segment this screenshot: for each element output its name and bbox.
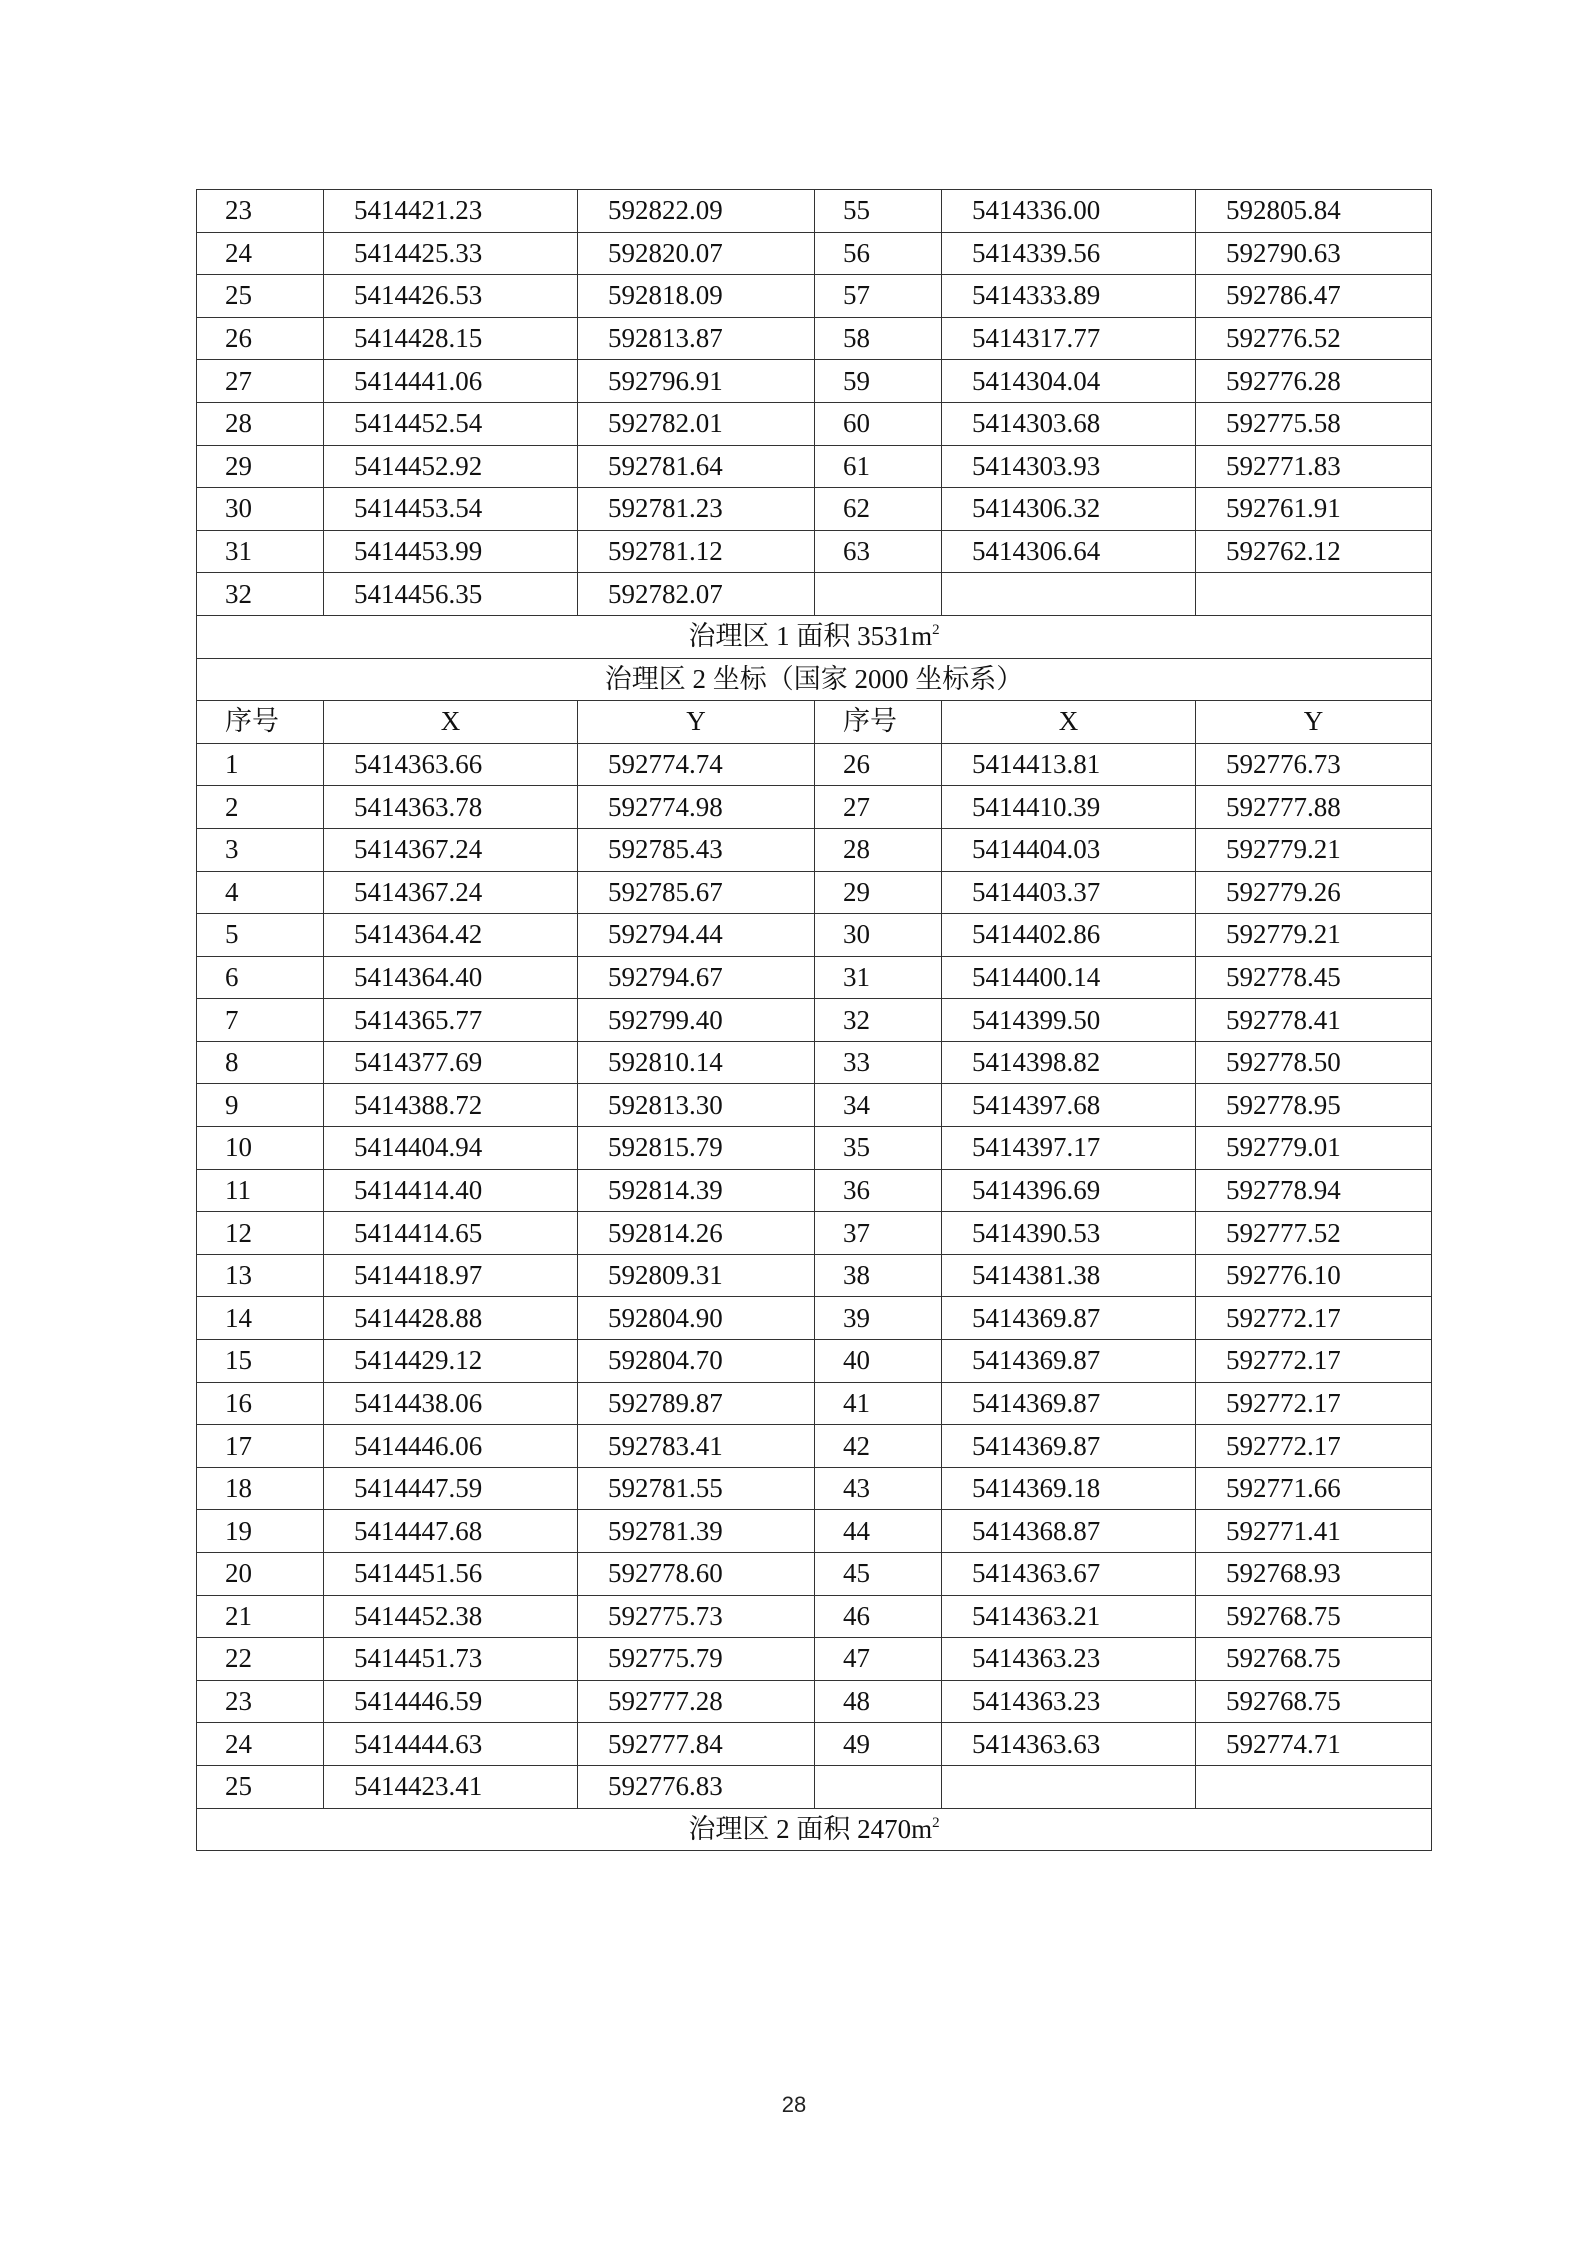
cell-seq-left: 32	[197, 573, 324, 616]
cell-seq-left: 30	[197, 488, 324, 531]
cell-y-right: 592777.52	[1196, 1212, 1432, 1255]
cell-x-right: 5414396.69	[942, 1169, 1196, 1212]
table-row	[197, 402, 1432, 445]
cell-y-left: 592781.12	[578, 530, 815, 573]
cell-x-left: 5414404.94	[324, 1127, 578, 1170]
header-y-left: Y	[578, 701, 815, 744]
zone2-header-row	[197, 701, 1432, 744]
cell-x-left: 5414452.54	[324, 402, 578, 445]
table-row	[197, 488, 1432, 531]
cell-x-left: 5414377.69	[324, 1041, 578, 1084]
cell-seq-left: 29	[197, 445, 324, 488]
cell-y-right: 592776.52	[1196, 317, 1432, 360]
cell-seq-right: 57	[815, 275, 942, 318]
table-row	[197, 1595, 1432, 1638]
cell-seq-right: 44	[815, 1510, 942, 1553]
cell-x-right: 5414363.23	[942, 1680, 1196, 1723]
cell-y-right: 592768.75	[1196, 1680, 1432, 1723]
zone2-area-superscript: 2	[932, 1814, 940, 1831]
cell-x-left: 5414447.59	[324, 1467, 578, 1510]
cell-x-left: 5414428.88	[324, 1297, 578, 1340]
cell-seq-left: 24	[197, 232, 324, 275]
zone2-area-row	[197, 1808, 1432, 1851]
table-row	[197, 530, 1432, 573]
cell-seq-right: 41	[815, 1382, 942, 1425]
cell-seq-right: 38	[815, 1254, 942, 1297]
cell-y-left: 592776.83	[578, 1765, 815, 1808]
cell-seq-right: 43	[815, 1467, 942, 1510]
cell-y-left: 592777.28	[578, 1680, 815, 1723]
cell-x-right: 5414369.87	[942, 1340, 1196, 1383]
cell-y-left: 592778.60	[578, 1553, 815, 1596]
cell-x-right: 5414333.89	[942, 275, 1196, 318]
cell-y-left: 592814.26	[578, 1212, 815, 1255]
cell-y-left: 592774.74	[578, 743, 815, 786]
cell-x-right: 5414363.21	[942, 1595, 1196, 1638]
zone2-area-label: 治理区 2 面积 2470m	[688, 1813, 933, 1844]
cell-y-right: 592777.88	[1196, 786, 1432, 829]
cell-y-right: 592779.01	[1196, 1127, 1432, 1170]
cell-seq-right: 27	[815, 786, 942, 829]
cell-y-right: 592778.45	[1196, 956, 1432, 999]
table-row	[197, 232, 1432, 275]
cell-y-right: 592805.84	[1196, 190, 1432, 233]
cell-seq-left: 25	[197, 275, 324, 318]
cell-y-left: 592822.09	[578, 190, 815, 233]
cell-y-right: 592790.63	[1196, 232, 1432, 275]
cell-y-left: 592794.44	[578, 914, 815, 957]
cell-seq-left: 23	[197, 1680, 324, 1723]
zone1-summary	[197, 615, 1432, 743]
cell-y-left: 592799.40	[578, 999, 815, 1042]
cell-seq-right: 61	[815, 445, 942, 488]
cell-y-right: 592771.83	[1196, 445, 1432, 488]
cell-x-left: 5414363.78	[324, 786, 578, 829]
cell-y-left: 592809.31	[578, 1254, 815, 1297]
cell-y-right: 592778.94	[1196, 1169, 1432, 1212]
cell-x-left: 5414452.38	[324, 1595, 578, 1638]
cell-seq-left: 11	[197, 1169, 324, 1212]
cell-seq-left: 31	[197, 530, 324, 573]
cell-y-right: 592778.50	[1196, 1041, 1432, 1084]
cell-y-left: 592781.39	[578, 1510, 815, 1553]
cell-x-left: 5414441.06	[324, 360, 578, 403]
zone2-title: 治理区 2 坐标（国家 2000 坐标系）	[197, 658, 1432, 701]
cell-y-left: 592781.23	[578, 488, 815, 531]
cell-x-right: 5414399.50	[942, 999, 1196, 1042]
cell-seq-right: 31	[815, 956, 942, 999]
table-row	[197, 317, 1432, 360]
cell-seq-right: 58	[815, 317, 942, 360]
cell-y-left: 592781.55	[578, 1467, 815, 1510]
cell-y-left: 592775.73	[578, 1595, 815, 1638]
cell-x-right: 5414363.63	[942, 1723, 1196, 1766]
cell-seq-right: 33	[815, 1041, 942, 1084]
table-row	[197, 1169, 1432, 1212]
table-row	[197, 1765, 1432, 1808]
cell-seq-right: 29	[815, 871, 942, 914]
cell-x-left: 5414421.23	[324, 190, 578, 233]
table-row	[197, 914, 1432, 957]
table-row	[197, 743, 1432, 786]
cell-x-right: 5414402.86	[942, 914, 1196, 957]
cell-seq-right: 28	[815, 828, 942, 871]
cell-y-left: 592810.14	[578, 1041, 815, 1084]
cell-y-left: 592782.07	[578, 573, 815, 616]
cell-x-right: 5414381.38	[942, 1254, 1196, 1297]
cell-x-left: 5414446.59	[324, 1680, 578, 1723]
cell-x-right: 5414303.68	[942, 402, 1196, 445]
cell-x-right: 5414413.81	[942, 743, 1196, 786]
cell-y-left: 592783.41	[578, 1425, 815, 1468]
cell-x-left: 5414367.24	[324, 871, 578, 914]
cell-seq-left: 3	[197, 828, 324, 871]
cell-y-right: 592778.95	[1196, 1084, 1432, 1127]
table-row	[197, 1084, 1432, 1127]
cell-seq-left: 20	[197, 1553, 324, 1596]
cell-y-left: 592814.39	[578, 1169, 815, 1212]
table-row	[197, 1723, 1432, 1766]
cell-seq-right: 45	[815, 1553, 942, 1596]
cell-seq-left: 23	[197, 190, 324, 233]
cell-y-right: 592786.47	[1196, 275, 1432, 318]
cell-x-left: 5414451.73	[324, 1638, 578, 1681]
cell-x-left: 5414456.35	[324, 573, 578, 616]
zone2-area-cell	[197, 1808, 1432, 1851]
cell-x-right: 5414400.14	[942, 956, 1196, 999]
table-row	[197, 1425, 1432, 1468]
cell-x-right: 5414369.87	[942, 1425, 1196, 1468]
zone2-title-row	[197, 658, 1432, 701]
cell-x-right: 5414368.87	[942, 1510, 1196, 1553]
cell-y-left: 592785.43	[578, 828, 815, 871]
header-x-left: X	[324, 701, 578, 744]
cell-y-left: 592813.87	[578, 317, 815, 360]
cell-x-left: 5414363.66	[324, 743, 578, 786]
cell-seq-right: 63	[815, 530, 942, 573]
header-seq-right: 序号	[815, 701, 942, 744]
cell-x-left: 5414425.33	[324, 232, 578, 275]
cell-y-left: 592815.79	[578, 1127, 815, 1170]
cell-y-left: 592818.09	[578, 275, 815, 318]
cell-x-right: 5414363.23	[942, 1638, 1196, 1681]
cell-seq-right: 35	[815, 1127, 942, 1170]
table-row	[197, 573, 1432, 616]
cell-x-right: 5414403.37	[942, 871, 1196, 914]
cell-seq-left: 18	[197, 1467, 324, 1510]
table-row	[197, 1467, 1432, 1510]
cell-y-left: 592777.84	[578, 1723, 815, 1766]
cell-x-left: 5414414.65	[324, 1212, 578, 1255]
table-row	[197, 1254, 1432, 1297]
cell-seq-right: 47	[815, 1638, 942, 1681]
cell-x-left: 5414388.72	[324, 1084, 578, 1127]
coordinate-table	[196, 189, 1432, 1851]
cell-x-right: 5414369.18	[942, 1467, 1196, 1510]
cell-y-left: 592794.67	[578, 956, 815, 999]
cell-y-left: 592785.67	[578, 871, 815, 914]
cell-seq-left: 24	[197, 1723, 324, 1766]
zone1-area-row	[197, 615, 1432, 658]
table-row	[197, 1680, 1432, 1723]
cell-seq-right: 36	[815, 1169, 942, 1212]
table-row	[197, 1510, 1432, 1553]
cell-seq-right	[815, 1765, 942, 1808]
cell-x-left: 5414453.54	[324, 488, 578, 531]
cell-x-left: 5414446.06	[324, 1425, 578, 1468]
table-row	[197, 190, 1432, 233]
cell-y-right: 592772.17	[1196, 1425, 1432, 1468]
cell-seq-right: 46	[815, 1595, 942, 1638]
table-row	[197, 956, 1432, 999]
cell-y-right: 592779.21	[1196, 828, 1432, 871]
cell-y-right: 592774.71	[1196, 1723, 1432, 1766]
cell-y-left: 592782.01	[578, 402, 815, 445]
table-row	[197, 1297, 1432, 1340]
cell-y-right: 592776.28	[1196, 360, 1432, 403]
cell-y-right: 592768.93	[1196, 1553, 1432, 1596]
cell-seq-right: 32	[815, 999, 942, 1042]
cell-x-left: 5414444.63	[324, 1723, 578, 1766]
cell-x-right: 5414306.32	[942, 488, 1196, 531]
zone2-summary	[197, 1808, 1432, 1851]
cell-seq-left: 2	[197, 786, 324, 829]
cell-seq-left: 27	[197, 360, 324, 403]
cell-x-right: 5414397.68	[942, 1084, 1196, 1127]
cell-x-left: 5414418.97	[324, 1254, 578, 1297]
cell-seq-right: 39	[815, 1297, 942, 1340]
cell-seq-left: 7	[197, 999, 324, 1042]
cell-seq-right: 55	[815, 190, 942, 233]
cell-seq-right: 30	[815, 914, 942, 957]
table-row	[197, 1553, 1432, 1596]
cell-y-right: 592762.12	[1196, 530, 1432, 573]
cell-x-right: 5414306.64	[942, 530, 1196, 573]
table-row	[197, 1638, 1432, 1681]
cell-seq-right: 40	[815, 1340, 942, 1383]
cell-seq-left: 21	[197, 1595, 324, 1638]
cell-y-right: 592775.58	[1196, 402, 1432, 445]
cell-seq-left: 1	[197, 743, 324, 786]
cell-x-right: 5414390.53	[942, 1212, 1196, 1255]
zone1-area-cell	[197, 615, 1432, 658]
cell-y-left: 592781.64	[578, 445, 815, 488]
page-number: 28	[781, 2092, 807, 2117]
table-row	[197, 828, 1432, 871]
cell-seq-left: 14	[197, 1297, 324, 1340]
cell-x-right: 5414336.00	[942, 190, 1196, 233]
cell-y-right	[1196, 1765, 1432, 1808]
cell-seq-left: 5	[197, 914, 324, 957]
cell-seq-left: 13	[197, 1254, 324, 1297]
cell-y-left: 592796.91	[578, 360, 815, 403]
header-y-right: Y	[1196, 701, 1432, 744]
cell-x-right: 5414304.04	[942, 360, 1196, 403]
cell-x-right: 5414410.39	[942, 786, 1196, 829]
table-row	[197, 999, 1432, 1042]
table-row	[197, 1212, 1432, 1255]
cell-seq-right: 56	[815, 232, 942, 275]
cell-y-right	[1196, 573, 1432, 616]
header-x-right: X	[942, 701, 1196, 744]
cell-y-right: 592761.91	[1196, 488, 1432, 531]
cell-x-left: 5414438.06	[324, 1382, 578, 1425]
cell-y-left: 592804.90	[578, 1297, 815, 1340]
cell-x-left: 5414414.40	[324, 1169, 578, 1212]
cell-y-right: 592779.21	[1196, 914, 1432, 957]
cell-x-left: 5414426.53	[324, 275, 578, 318]
cell-seq-left: 15	[197, 1340, 324, 1383]
zone1-area-superscript: 2	[932, 622, 940, 639]
cell-y-right: 592768.75	[1196, 1638, 1432, 1681]
cell-y-left: 592820.07	[578, 232, 815, 275]
cell-seq-right: 37	[815, 1212, 942, 1255]
table-row	[197, 1127, 1432, 1170]
cell-x-left: 5414365.77	[324, 999, 578, 1042]
cell-y-right: 592779.26	[1196, 871, 1432, 914]
cell-seq-right: 60	[815, 402, 942, 445]
table-row	[197, 786, 1432, 829]
cell-seq-left: 9	[197, 1084, 324, 1127]
cell-x-right	[942, 1765, 1196, 1808]
cell-seq-right	[815, 573, 942, 616]
cell-seq-left: 12	[197, 1212, 324, 1255]
cell-x-left: 5414367.24	[324, 828, 578, 871]
cell-x-left: 5414428.15	[324, 317, 578, 360]
cell-x-left: 5414364.40	[324, 956, 578, 999]
cell-y-left: 592789.87	[578, 1382, 815, 1425]
table-row	[197, 1340, 1432, 1383]
cell-seq-right: 26	[815, 743, 942, 786]
cell-x-right: 5414369.87	[942, 1382, 1196, 1425]
cell-y-right: 592772.17	[1196, 1297, 1432, 1340]
cell-x-left: 5414451.56	[324, 1553, 578, 1596]
cell-x-right: 5414303.93	[942, 445, 1196, 488]
cell-y-left: 592804.70	[578, 1340, 815, 1383]
table-row	[197, 1382, 1432, 1425]
cell-seq-left: 19	[197, 1510, 324, 1553]
cell-y-right: 592771.66	[1196, 1467, 1432, 1510]
cell-seq-right: 59	[815, 360, 942, 403]
cell-y-right: 592776.10	[1196, 1254, 1432, 1297]
cell-y-left: 592775.79	[578, 1638, 815, 1681]
zone2-rows	[197, 743, 1432, 1808]
cell-seq-left: 26	[197, 317, 324, 360]
cell-seq-left: 22	[197, 1638, 324, 1681]
cell-y-left: 592774.98	[578, 786, 815, 829]
cell-x-left: 5414364.42	[324, 914, 578, 957]
cell-x-right: 5414397.17	[942, 1127, 1196, 1170]
header-seq-left: 序号	[197, 701, 324, 744]
cell-x-left: 5414453.99	[324, 530, 578, 573]
cell-seq-left: 17	[197, 1425, 324, 1468]
cell-seq-right: 48	[815, 1680, 942, 1723]
cell-x-left: 5414452.92	[324, 445, 578, 488]
cell-seq-left: 16	[197, 1382, 324, 1425]
cell-x-left: 5414429.12	[324, 1340, 578, 1383]
cell-y-left: 592813.30	[578, 1084, 815, 1127]
cell-y-right: 592772.17	[1196, 1382, 1432, 1425]
table-row	[197, 360, 1432, 403]
cell-seq-left: 10	[197, 1127, 324, 1170]
table-row	[197, 275, 1432, 318]
cell-x-right: 5414369.87	[942, 1297, 1196, 1340]
cell-seq-right: 62	[815, 488, 942, 531]
cell-seq-left: 25	[197, 1765, 324, 1808]
table-row	[197, 871, 1432, 914]
cell-y-right: 592768.75	[1196, 1595, 1432, 1638]
cell-x-right: 5414339.56	[942, 232, 1196, 275]
cell-seq-left: 28	[197, 402, 324, 445]
cell-x-right: 5414317.77	[942, 317, 1196, 360]
cell-seq-left: 6	[197, 956, 324, 999]
cell-seq-right: 49	[815, 1723, 942, 1766]
table-row	[197, 445, 1432, 488]
cell-seq-right: 42	[815, 1425, 942, 1468]
cell-y-right: 592778.41	[1196, 999, 1432, 1042]
zone1-area-label: 治理区 1 面积 3531m	[688, 621, 933, 652]
cell-x-right: 5414398.82	[942, 1041, 1196, 1084]
cell-x-right	[942, 573, 1196, 616]
table-row	[197, 1041, 1432, 1084]
cell-y-right: 592776.73	[1196, 743, 1432, 786]
cell-y-right: 592772.17	[1196, 1340, 1432, 1383]
cell-x-right: 5414404.03	[942, 828, 1196, 871]
cell-x-right: 5414363.67	[942, 1553, 1196, 1596]
cell-seq-right: 34	[815, 1084, 942, 1127]
cell-y-right: 592771.41	[1196, 1510, 1432, 1553]
cell-seq-left: 4	[197, 871, 324, 914]
cell-x-left: 5414423.41	[324, 1765, 578, 1808]
cell-seq-left: 8	[197, 1041, 324, 1084]
zone1-tail-rows	[197, 190, 1432, 616]
cell-x-left: 5414447.68	[324, 1510, 578, 1553]
